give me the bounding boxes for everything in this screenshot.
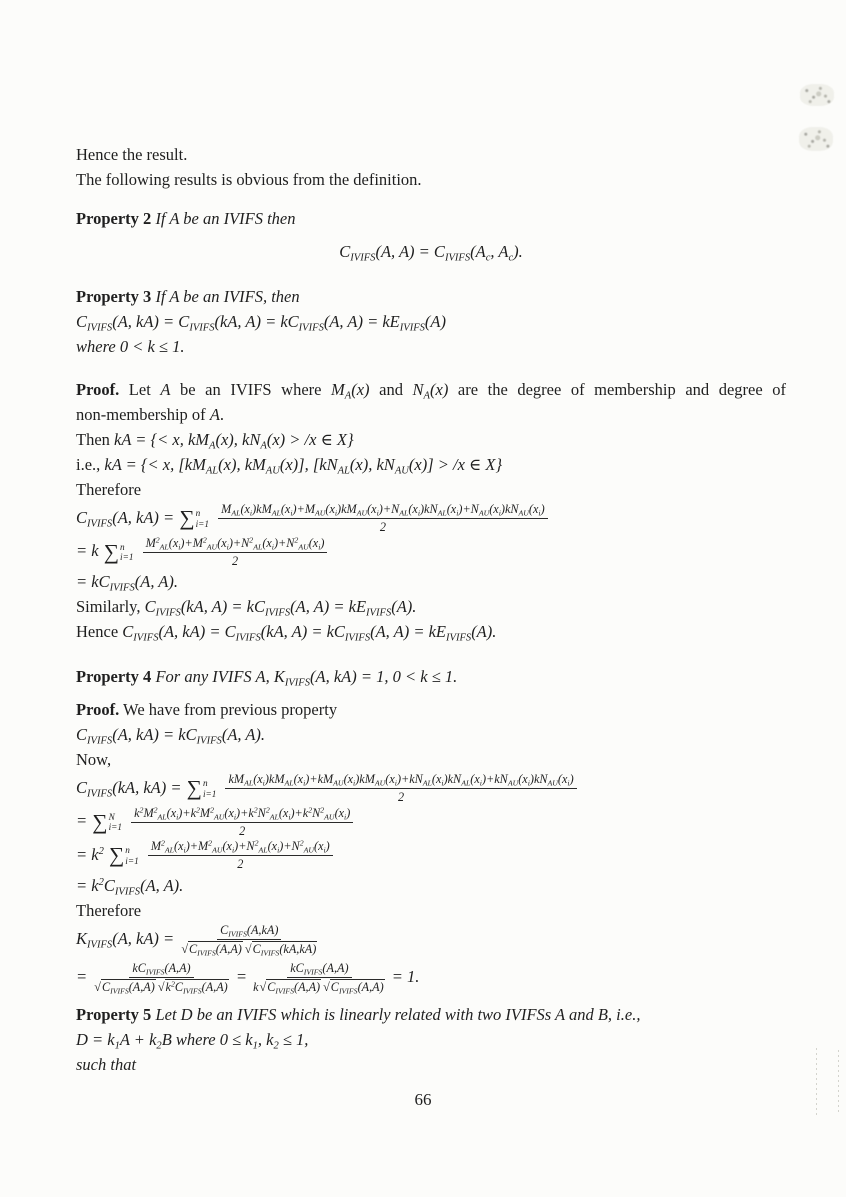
scan-smudge-artifact bbox=[800, 84, 834, 106]
property-2-heading: Property 2 If A be an IVIFS then bbox=[76, 209, 296, 228]
property-3-equation: $C_{IVIFS}(A$, $kA) = C_{IVIFS}(kA$, $A) = kC_{IVIFS}(A$, $A) = kE_{IVIFS}(A)$ bbox=[76, 312, 446, 334]
property-5-relation: $D = k_1A + k_2B$ where $0 \le k_1$, $k_2 \le 1$, bbox=[76, 1029, 309, 1052]
property-5-heading: Property 5 Let D be an IVIFS which is linearly related with two IVIFSs A and B, i.e., bbox=[76, 1004, 641, 1024]
proof-4-eq-result: = $k^2C_{IVIFS}(A$, A). bbox=[76, 875, 184, 898]
property-2-formula: $C_{IVIFS}(A$, $A) = C_{IVIFS}(A_c$, $A_c$). bbox=[339, 242, 523, 264]
line-hence-result: Hence the result. bbox=[76, 145, 188, 164]
page-number: 66 bbox=[414, 1090, 432, 1109]
proof-3-intro-cont: non-membership of A. bbox=[76, 405, 225, 424]
proof-3-then: Then kA = {< x, $kM_A(x)$, $kN_A(x) > /x$ ∈ X} bbox=[76, 430, 354, 452]
proof-4-eq-k2sum: = ∑ N i=1 $\frac{k^2M^2_{AL}(x_i)+k^2M^2_{AU}(x_i)+k^2N^2_{AL}(x_i)+k^2N^2_{AU}(x_i)}{2}$ bbox=[76, 806, 786, 840]
proof-4-now: Now, bbox=[76, 750, 112, 769]
proof-3-eq-ksum: = k ∑ n i=1 $\frac{M^2_{AL}(x_i)+M^2_{AU}(x_i)+N^2_{AL}(x_i)+N^2_{AU}(x_i)}{2}$ bbox=[76, 536, 786, 570]
proof-3-similarly: Similarly, $C_{IVIFS}(kA$, $A) = kC_{IVIFS}(A$, $A) = kE_{IVIFS}(A)$. bbox=[76, 597, 417, 619]
proof-3-ie: i.e., kA = {< x, [$kM_{AL}(x)$, $kM_{AU}(x)$], [$kN_{AL}(x)$, $kN_{AU}(x)] > /x$ ∈ X} bbox=[76, 455, 503, 477]
proof-3-therefore: Therefore bbox=[76, 480, 142, 499]
proof-4-k-evaluation: = $kC_{IVIFS}(A,A)$ √ $C_{IVIFS}(A,A)$ √ $k^2C_{IVIFS}(A,A)$ = $kC_{IVIFS}(A,A)$ k √ $C_{IVIFS}(A,A)$ √ $C_{IVIFS}(A,A)$ = 1. bbox=[76, 961, 420, 996]
proof-3-intro: Proof. Let A be an IVIFS where $M_A(x)$ and $N_A(x)$ are the degree of membership and degree of bbox=[76, 380, 786, 402]
line-definition-note: The following results is obvious from the definition. bbox=[76, 170, 422, 189]
property-3-condition: where 0 < k ≤ 1. bbox=[76, 337, 185, 356]
proof-4-eq-sum: $C_{IVIFS}(kA$, kA) = ∑ n i=1 $kM_{AL}(x_i)kM_{AL}(x_i)+kM_{AU}(x_i)kM_{AU}(x_i)+kN_{AL}(x_i)kN_{AL}(x_i)+kN_{AU}(x_i)kN_{AU}(x_i)$ 2 bbox=[76, 772, 786, 806]
scan-smudge-artifact bbox=[799, 127, 833, 151]
proof-4-eq-k2sum2: = $k^2$ ∑ n i=1 $\frac{M^2_{AL}(x_i)+M^2_{AU}(x_i)+N^2_{AL}(x_i)+N^2_{AU}(x_i)}{2}$ bbox=[76, 839, 786, 873]
proof-4-eq-prev: $C_{IVIFS}(A$, $kA) = kC_{IVIFS}(A$, A). bbox=[76, 725, 266, 747]
proof-4-k-definition: $K_{IVIFS}(A$, kA) = $C_{IVIFS}(A,kA)$ √ $C_{IVIFS}(A,A)$ √ $C_{IVIFS}(kA,kA)$ bbox=[76, 922, 317, 958]
proof-3-hence: Hence $C_{IVIFS}(A$, $kA) = C_{IVIFS}(kA$, $A) = kC_{IVIFS}(A$, $A) = kE_{IVIFS}(A)$. bbox=[76, 622, 497, 644]
proof-4-therefore: Therefore bbox=[76, 900, 142, 920]
proof-3-eq-result: = $kC_{IVIFS}(A$, A). bbox=[76, 572, 179, 594]
proof-3-eq-sum: $C_{IVIFS}(A$, kA) = ∑ n i=1 $M_{AL}(x_i)kM_{AL}(x_i)+M_{AU}(x_i)kM_{AU}(x_i)+N_{AL}(x_i)kN_{AL}(x_i)+N_{AU}(x_i)kN_{AU}(x_i)$ 2 bbox=[76, 502, 786, 536]
property-4-heading: Property 4 For any IVIFS A, $K_{IVIFS}(A$, kA) = 1, 0 < k ≤ 1. bbox=[76, 667, 458, 689]
property-3-heading: Property 3 If A be an IVIFS, then bbox=[76, 287, 300, 306]
proof-4-intro: Proof. We have from previous property bbox=[76, 700, 338, 719]
property-5-suchthat: such that bbox=[76, 1054, 137, 1074]
